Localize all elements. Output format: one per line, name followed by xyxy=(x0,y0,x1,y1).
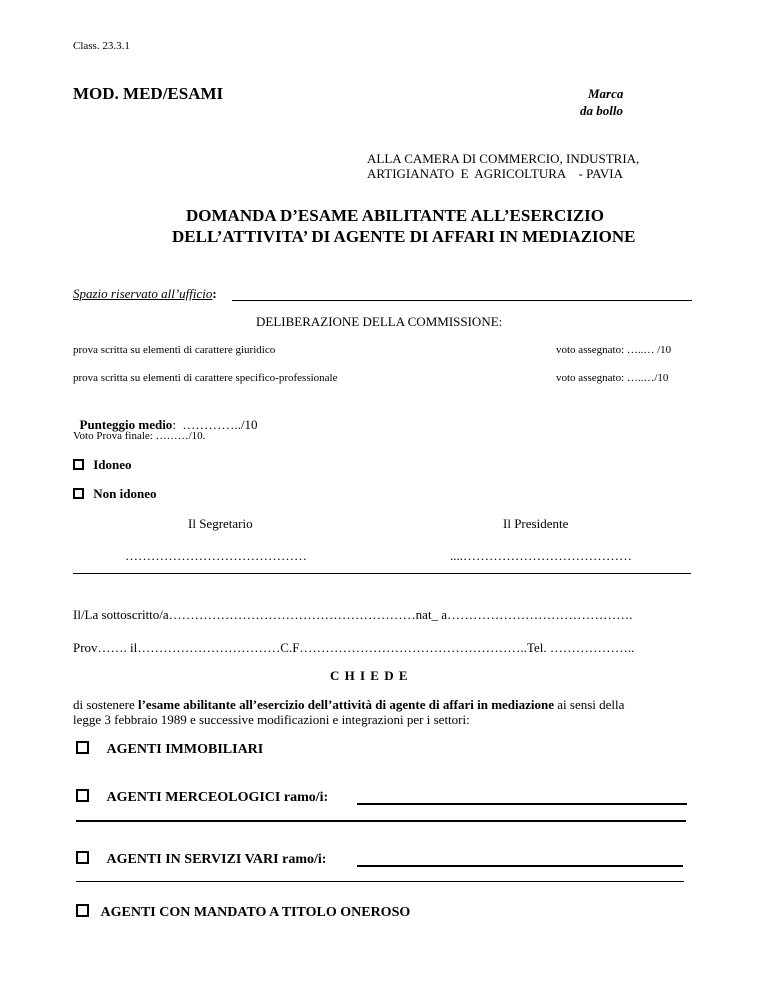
average-score: Punteggio medio: …………../10 xyxy=(79,417,258,432)
request-body-line1: di sostenere l’esame abilitante all’esercizio dell’attività di agente di affari in mediazione ai sensi della xyxy=(73,697,625,712)
president-label: Il Presidente xyxy=(503,516,569,531)
document-title-line2: DELL’ATTIVITA’ DI AGENTE DI AFFARI IN MEDIAZIONE xyxy=(172,227,636,246)
applicant-name-line[interactable]: Il/La sottoscritto/a…………………………………………………nat_ a……………………………………. xyxy=(73,607,633,622)
request-body-line2: legge 3 febbraio 1989 e successive modificazioni e integrazioni per i settori: xyxy=(73,712,470,727)
stamp-label-line2: da bollo xyxy=(580,103,623,118)
document-title-line1: DOMANDA D’ESAME ABILITANTE ALL’ESERCIZIO xyxy=(186,206,605,225)
merceologici-checkbox[interactable] xyxy=(76,789,89,802)
sector-merceologici: AGENTI MERCEOLOGICI ramo/i: xyxy=(76,789,328,806)
exam2-label: prova scritta su elementi di carattere specifico-professionale xyxy=(73,372,338,384)
secretary-signature-line[interactable]: …………………………………… xyxy=(125,548,307,563)
exam2-vote: voto assegnato: …..…/10 xyxy=(556,372,669,384)
final-vote: Voto Prova finale: ………/10. xyxy=(73,430,206,442)
commission-heading: DELIBERAZIONE DELLA COMMISSIONE: xyxy=(256,314,503,329)
sector-mandato-oneroso: AGENTI CON MANDATO A TITOLO ONEROSO xyxy=(76,904,410,921)
stamp-label-line1: Marca xyxy=(588,86,624,101)
merceologici-field-line2[interactable] xyxy=(76,820,686,822)
sector-immobiliari: AGENTI IMMOBILIARI xyxy=(76,741,263,758)
president-signature-line[interactable]: ....………………………………… xyxy=(450,548,632,563)
office-reserved-label: Spazio riservato all’ufficio: xyxy=(73,286,217,301)
sector-servizi-vari: AGENTI IN SERVIZI VARI ramo/i: xyxy=(76,851,326,868)
servizi-vari-field-line[interactable] xyxy=(357,865,683,867)
recipient-line1: ALLA CAMERA DI COMMERCIO, INDUSTRIA, xyxy=(367,151,640,166)
chiede-heading: C H I E D E xyxy=(330,668,409,683)
exam1-label: prova scritta su elementi di carattere giuridico xyxy=(73,344,276,356)
recipient-line2: ARTIGIANATO E AGRICOLTURA - PAVIA xyxy=(367,166,623,181)
non-idoneo-checkbox[interactable] xyxy=(73,488,84,499)
immobiliari-checkbox[interactable] xyxy=(76,741,89,754)
class-code: Class. 23.3.1 xyxy=(73,40,130,52)
form-code: MOD. MED/ESAMI xyxy=(73,84,224,103)
exam1-vote: voto assegnato: …..… /10 xyxy=(556,344,672,356)
section-divider xyxy=(73,573,691,574)
mandato-oneroso-checkbox[interactable] xyxy=(76,904,89,917)
option-idoneo: Idoneo xyxy=(73,457,132,473)
merceologici-field-line[interactable] xyxy=(357,803,687,805)
servizi-vari-checkbox[interactable] xyxy=(76,851,89,864)
applicant-details-line[interactable]: Prov……. il……………………………C.F……………………………………………..Tel. ……………….. xyxy=(73,640,635,655)
secretary-label: Il Segretario xyxy=(188,516,253,531)
option-non-idoneo: Non idoneo xyxy=(73,486,156,502)
idoneo-checkbox[interactable] xyxy=(73,459,84,470)
servizi-vari-field-line2[interactable] xyxy=(76,881,684,882)
office-reserved-underline xyxy=(232,300,692,301)
